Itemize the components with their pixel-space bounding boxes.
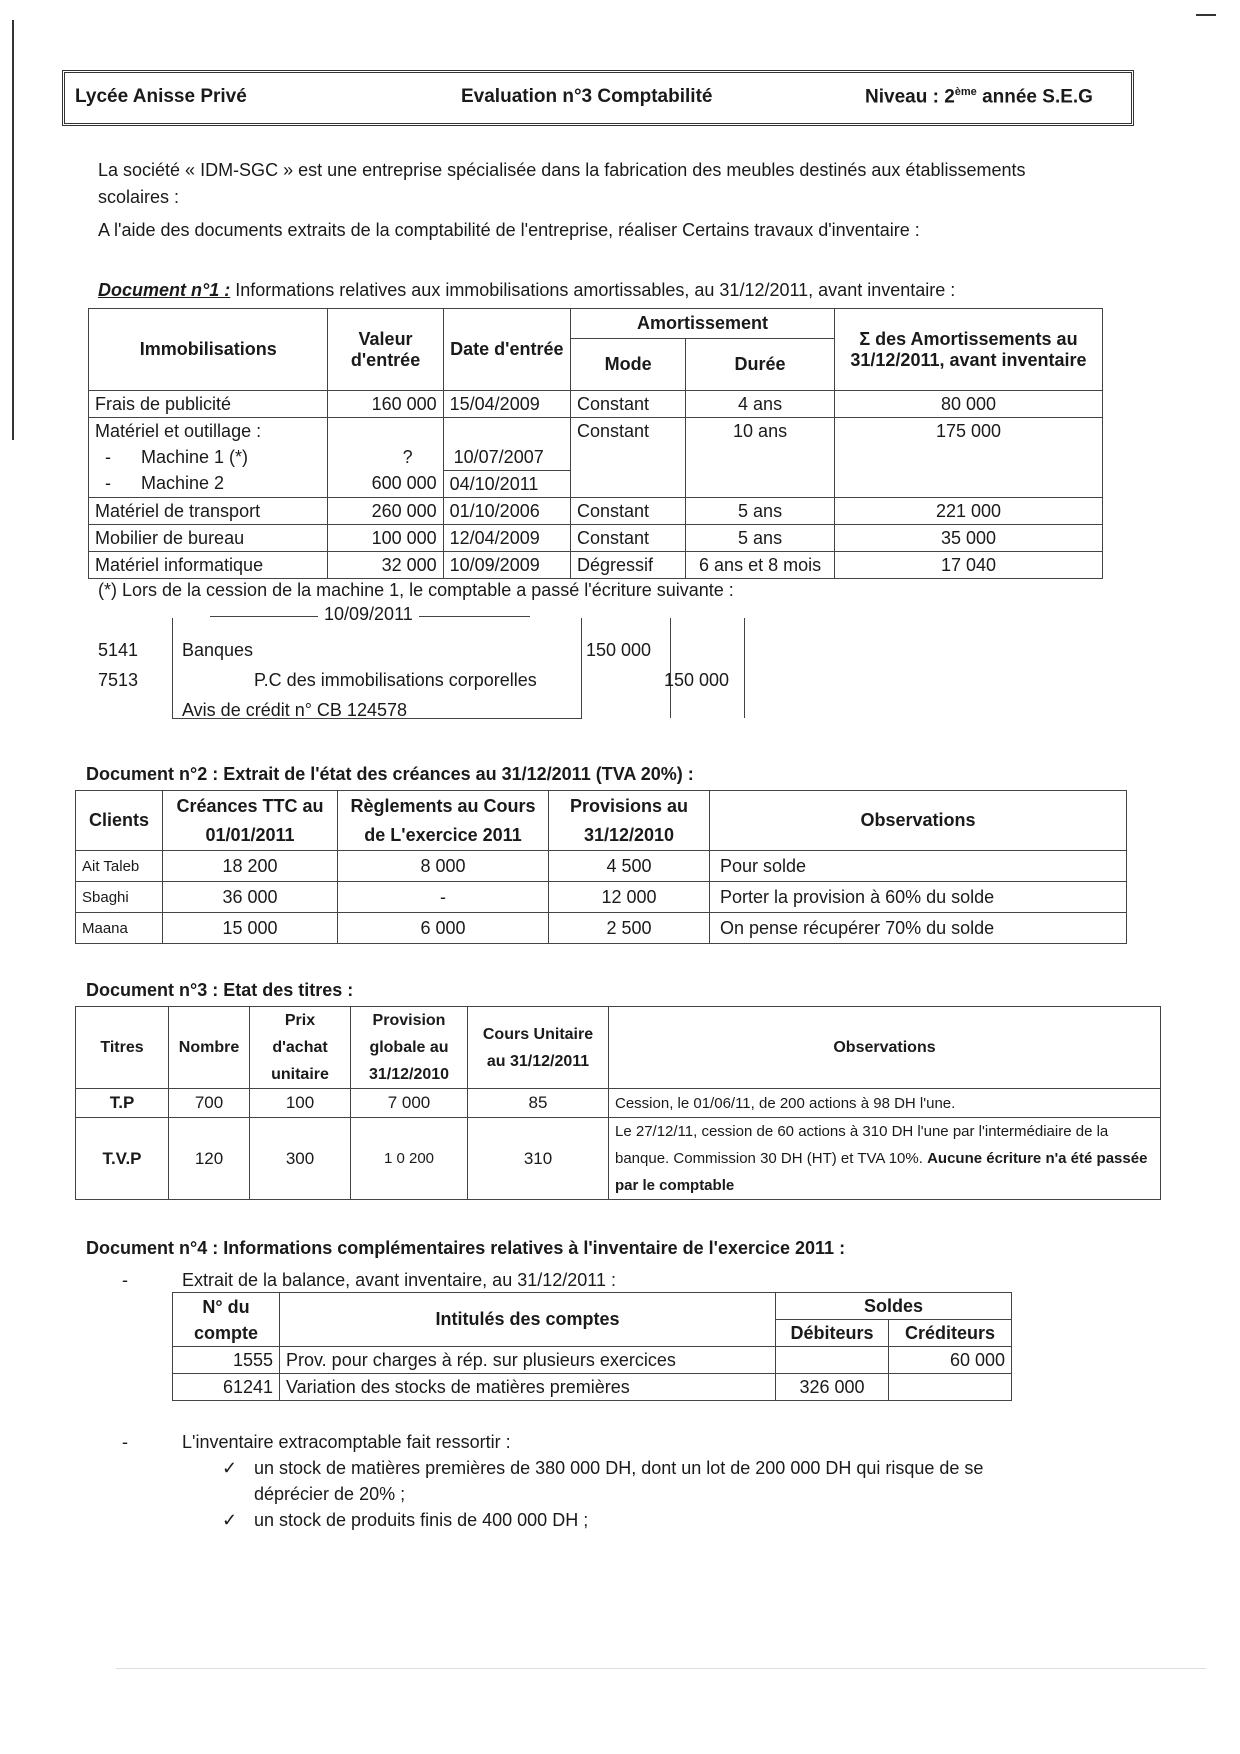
cell: 2 500 [549,913,710,944]
doc4-bullet1: Extrait de la balance, avant inventaire, au 31/12/2011 : [182,1270,616,1290]
cell: Cession, le 01/06/11, de 200 actions à 98 DH l'une. [609,1089,1161,1118]
intro-p2: A l'aide des documents extraits de la comptabilité de l'entreprise, réaliser Certains travaux d'inventaire : [98,220,920,240]
cell: Matériel informatique [89,552,328,579]
table-row [173,1347,1012,1374]
level [865,86,1093,108]
doc3-h-titres: Titres [76,1007,169,1089]
doc3-title: Document n°3 : Etat des titres : [86,980,354,1000]
cell: On pense récupérer 70% du solde [710,913,1127,944]
scan-left-edge [12,20,14,440]
cell: Mobilier de bureau [89,525,328,552]
cell: Constant [571,391,686,418]
table-row [89,391,1103,418]
cell: Variation des stocks de matières premières [280,1374,776,1401]
doc3-h-cours: Cours Unitaire au 31/12/2011 [468,1007,609,1089]
cell: 326 000 [776,1374,889,1401]
cell: Matériel de transport [89,498,328,525]
doc4-check2: un stock de produits finis de 400 000 DH ; [254,1510,589,1530]
cell: 10/07/2007 [453,447,544,467]
cell: 300 [250,1118,351,1200]
scan-top-right-mark [1196,14,1216,16]
table-row [76,851,1127,882]
entry-line1: Banques [182,640,254,660]
doc1-h-date: Date d'entrée [443,309,570,391]
journal-entry [90,606,750,726]
doc3-h-prov: Provision globale au 31/12/2010 [351,1007,468,1089]
doc2-h-clients: Clients [76,791,163,851]
entry-acc2: 7513 [98,670,139,690]
cell: 160 000 [328,391,443,418]
doc3-obs-text: Le 27/12/11, cession de 60 actions à 310 DH l'une par l'intermédiaire de la banque. Commission 30 DH (HT) et TVA 10%. [615,1123,1109,1167]
cell: Constant [571,418,686,498]
doc4-table [172,1292,1012,1401]
entry-sep1 [670,618,671,718]
cell: 12/04/2009 [443,525,570,552]
cell: 120 [169,1118,250,1200]
check-icon: ✓ [222,1510,238,1530]
cell: - Machine 1 (*) [105,447,249,467]
cell: Constant [571,525,686,552]
doc4-h-cred: Créditeurs [889,1320,1012,1347]
doc2-h-obs: Observations [710,791,1127,851]
cell: 6 000 [338,913,549,944]
doc4-h-soldes: Soldes [776,1293,1012,1320]
cell: 260 000 [328,498,443,525]
cell: 12 000 [549,882,710,913]
cell: 1555 [173,1347,280,1374]
cell: Sbaghi [76,882,163,913]
table-row [76,913,1127,944]
cell: Constant [571,498,686,525]
entry-acc1: 5141 [98,640,139,660]
doc4-bullet2: L'inventaire extracomptable fait ressortir : [182,1432,511,1452]
cell: 100 000 [328,525,443,552]
cell: 600 000 [371,473,437,493]
cell: Frais de publicité [89,391,328,418]
cell: 5 ans [686,525,835,552]
cell: 175 000 [834,418,1102,498]
table-row [89,525,1103,552]
doc1-h-immo: Immobilisations [89,309,328,391]
doc1-table [88,308,1103,579]
cell: 35 000 [834,525,1102,552]
doc1-label: Document n°1 : [98,280,231,300]
doc2-h-reglements: Règlements au Cours de L'exercice 2011 [338,791,549,851]
doc3-h-prix: Prix d'achat unitaire [250,1007,351,1089]
cell [776,1347,889,1374]
doc1-h-amort: Amortissement [571,309,835,339]
cell: 61241 [173,1374,280,1401]
entry-line3: Avis de crédit n° CB 124578 [182,700,407,720]
table-row [76,1089,1161,1118]
cell: 32 000 [328,552,443,579]
level-suffix: année S.E.G [976,86,1093,108]
doc4-h-num: N° du compte [173,1293,280,1347]
cell: 100 [250,1089,351,1118]
cell: Dégressif [571,552,686,579]
scan-bottom-line [116,1668,1206,1669]
doc4-check1a: un stock de matières premières de 380 000 DH, dont un lot de 200 000 DH qui risque de se [254,1458,984,1478]
table-row [76,882,1127,913]
cell: - [338,882,549,913]
level-prefix: Niveau : 2 [865,86,955,108]
cell: 1 0 200 [351,1118,468,1200]
cell: Pour solde [710,851,1127,882]
cell: 10/09/2009 [443,552,570,579]
cell: 4 ans [686,391,835,418]
cell [889,1374,1012,1401]
cell: - Machine 2 [105,473,225,493]
table-row [173,1374,1012,1401]
cell: 85 [468,1089,609,1118]
cell: 18 200 [163,851,338,882]
intro-p1b: scolaires : [98,187,180,207]
intro-p1: La société « IDM-SGC » est une entreprise spécialisée dans la fabrication des meubles destinés aux établissements [98,160,1026,180]
cell: 15/04/2009 [443,391,570,418]
doc1-heading [98,278,955,302]
doc3-h-nombre: Nombre [169,1007,250,1089]
doc3-table [75,1006,1161,1200]
cell: 04/10/2011 [444,470,570,497]
doc1-h-sum: Σ des Amortissements au 31/12/2011, avant inventaire [834,309,1102,391]
doc3-obs-bold: Aucune écriture n'a été passée par le comptable [615,1150,1148,1194]
check-icon: ✓ [222,1458,238,1478]
dash-2: - [122,1432,128,1452]
cell: Maana [76,913,163,944]
cell: Prov. pour charges à rép. sur plusieurs exercices [280,1347,776,1374]
doc1-h-valeur: Valeur d'entrée [328,309,443,391]
cell [334,418,436,444]
cell: 01/10/2006 [443,498,570,525]
cell [609,1118,1161,1200]
cell: T.V.P [76,1118,169,1200]
cell: Matériel et outillage : [95,421,262,441]
doc4-title: Document n°4 : Informations complémentaires relatives à l'inventaire de l'exercice 2011 : [86,1238,846,1258]
cell: 221 000 [834,498,1102,525]
doc1-h-mode: Mode [571,339,686,391]
entry-date: 10/09/2011 [318,604,419,625]
entry-sep2 [744,618,745,718]
doc3-h-obs: Observations [609,1007,1161,1089]
doc1-h-duree: Durée [686,339,835,391]
cell: Ait Taleb [76,851,163,882]
cell: 4 500 [549,851,710,882]
doc2-h-creances: Créances TTC au 01/01/2011 [163,791,338,851]
table-row [76,1118,1161,1200]
entry-debit: 150 000 [586,640,652,660]
cell: 80 000 [834,391,1102,418]
table-row [89,418,1103,498]
cell: 36 000 [163,882,338,913]
cell: 15 000 [163,913,338,944]
dash-1: - [122,1270,128,1290]
table-row [89,552,1103,579]
cell: 700 [169,1089,250,1118]
cell [444,418,570,444]
table-row [89,498,1103,525]
doc2-title: Document n°2 : Extrait de l'état des créances au 31/12/2011 (TVA 20%) : [86,764,694,784]
doc2-h-prov: Provisions au 31/12/2010 [549,791,710,851]
cell: 8 000 [338,851,549,882]
header-box [62,70,1134,126]
doc1-desc: Informations relatives aux immobilisations amortissables, au 31/12/2011, avant inventaire : [230,280,956,300]
doc4-h-intitule: Intitulés des comptes [280,1293,776,1347]
level-sup: ème [954,86,977,98]
cell: 60 000 [889,1347,1012,1374]
cell: 7 000 [351,1089,468,1118]
doc4-check1b: déprécier de 20% ; [254,1484,406,1504]
entry-line2: P.C des immobilisations corporelles [254,670,537,690]
exam-title: Evaluation n°3 Comptabilité [461,86,713,107]
cell: 310 [468,1118,609,1200]
cell: 6 ans et 8 mois [686,552,835,579]
cell: ? [402,447,413,467]
cell: 10 ans [686,418,835,498]
cell: Porter la provision à 60% du solde [710,882,1127,913]
cell: T.P [76,1089,169,1118]
school-name: Lycée Anisse Privé [75,86,247,107]
entry-credit: 150 000 [664,670,730,690]
doc4-h-deb: Débiteurs [776,1320,889,1347]
doc2-table [75,790,1127,944]
cell: 5 ans [686,498,835,525]
cell: 17 040 [834,552,1102,579]
doc1-note: (*) Lors de la cession de la machine 1, le comptable a passé l'écriture suivante : [98,580,734,600]
